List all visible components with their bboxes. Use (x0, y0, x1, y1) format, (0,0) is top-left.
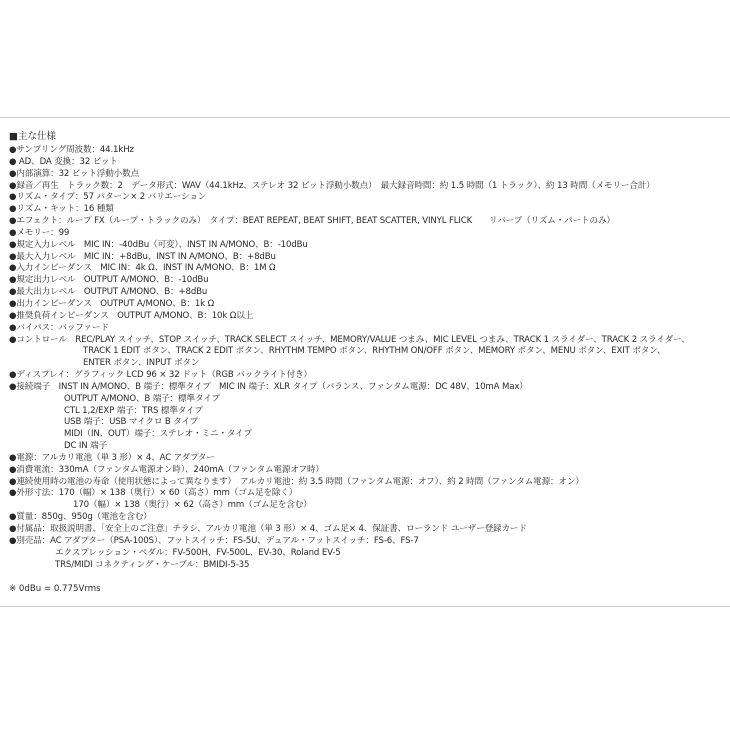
spec-output-impedance: ●出力インピーダンス OUTPUT A/MONO、B：1k Ω (9, 298, 214, 309)
spec-options: ●別売品：AC アダプター（PSA-100S）、フットスイッチ：FS-5U、デュアル・フットスイッチ：FS-6、FS-7 (9, 535, 419, 546)
spec-ad-da: ● AD、DA 変換：32 ビット (9, 156, 118, 167)
spec-controls: ●コントロール REC/PLAY スイッチ、STOP スイッチ、TRACK SELECT スイッチ、MEMORY/VALUE つまみ、MIC LEVEL つまみ、TRACK 1 スライダー、TRACK 2 スライダー、 (9, 334, 690, 345)
spec-list (9, 130, 721, 571)
spec-nominal-output: ●規定出力レベル OUTPUT A/MONO、B：-10dBu (9, 275, 209, 286)
spec-heading: ■主な仕様 (9, 131, 56, 142)
spec-dimensions-cont: 170（幅）× 138（奥行）× 62（高さ）mm（ゴム足を含む） (73, 500, 312, 511)
spec-bypass: ●バイパス：バッファード (9, 322, 109, 333)
spec-options-cont-2: TRS/MIDI コネクティング・ケーブル：BMIDI-5-35 (55, 559, 250, 570)
spec-processing: ●内部演算：32 ビット浮動小数点 (9, 168, 139, 179)
spec-options-cont-1: エクスプレッション・ペダル：FV-500H、FV-500L、EV-30、Roland EV-5 (55, 547, 341, 558)
spec-accessories: ●付属品：取扱説明書、「安全上のご注意」チラシ、アルカリ電池（単 3 形）× 4、ゴム足× 4、保証書、ローランド ユーザー登録カード (9, 524, 527, 534)
spec-controls-cont-2: ENTER ボタン、INPUT ボタン (83, 358, 200, 369)
spec-connectors-usb: USB 端子：USB マイクロ B タイプ (64, 417, 199, 428)
spec-connectors: ●接続端子 INST IN A/MONO、B 端子：標準タイプ MIC IN 端子：XLR タイプ（バランス、ファンタム電源：DC 48V、10mA Max） (9, 381, 528, 392)
spec-power: ●電源：アルカリ電池（単 3 形）× 4、AC アダプター (9, 452, 215, 463)
spec-max-output: ●最大出力レベル OUTPUT A/MONO、B：+8dBu (9, 287, 208, 298)
spec-controls-cont-1: TRACK 1 EDIT ボタン、TRACK 2 EDIT ボタン、RHYTHM TEMPO ボタン、RHYTHM ON/OFF ボタン、MEMORY ボタン、MENU ボタン、EXIT ボタン、 (83, 346, 666, 357)
spec-memory: ●メモリー：99 (9, 227, 70, 238)
spec-dimensions: ●外形寸法：170（幅）× 138（奥行）× 60（高さ）mm（ゴム足を除く） (9, 488, 298, 499)
spec-max-input: ●最大入力レベル MIC IN：+8dBu、INST IN A/MONO、B：+8dBu (9, 251, 276, 262)
top-divider (0, 117, 730, 118)
spec-effects: ●エフェクト：ループ FX（ループ・トラックのみ） タイプ：BEAT REPEAT, BEAT SHIFT, BEAT SCATTER, VINYL FLICK リバーブ（リズム・パートのみ） (9, 216, 615, 227)
spec-input-impedance: ●入力インピーダンス MIC IN：4k Ω、INST IN A/MONO、B：1M Ω (9, 263, 276, 274)
spec-sampling-rate: ●サンプリング周波数：44.1kHz (9, 145, 134, 155)
spec-load-impedance: ●推奨負荷インピーダンス OUTPUT A/MONO、B：10k Ω以上 (9, 310, 254, 321)
spec-connectors-midi: MIDI（IN、OUT）端子：ステレオ・ミニ・タイプ (64, 429, 252, 440)
spec-connectors-dc: DC IN 端子 (64, 441, 108, 452)
spec-rhythm-kit: ●リズム・キット：16 種類 (9, 204, 114, 215)
spec-connectors-ctl: CTL 1,2/EXP 端子：TRS 標準タイプ (64, 405, 203, 416)
spec-record-play: ●録音／再生 トラック数：2 データ形式：WAV（44.1kHz、ステレオ 32 ビット浮動小数点） 最大録音時間：約 1.5 時間（1 トラック）、約 13 時間（メモリー合計） (9, 180, 655, 191)
spec-current: ●消費電流：330mA（ファンタム電源オン時）、240mA（ファンタム電源オフ時） (9, 464, 324, 475)
spec-connectors-output: OUTPUT A/MONO、B 端子：標準タイプ (64, 393, 220, 404)
bottom-divider (0, 606, 730, 607)
spec-display: ●ディスプレイ：グラフィック LCD 96 × 32 ドット（RGB バックライト付き） (9, 370, 312, 381)
spec-nominal-input: ●規定入力レベル MIC IN：-40dBu（可変）、INST IN A/MONO、B：-10dBu (9, 239, 308, 250)
spec-battery-life: ●連続使用時の電池の寿命（使用状態によって異なります） アルカリ電池：約 3.5 時間（ファンタム電源：オフ）、約 2 時間（ファンタム電源：オン） (9, 476, 584, 487)
spec-rhythm-type: ●リズム・タイプ：57 パターン× 2 バリエーション (9, 192, 207, 203)
footnote: ※ 0dBu = 0.775Vrms (9, 584, 101, 594)
spec-weight: ●質量：850g、950g（電池を含む） (9, 512, 152, 523)
